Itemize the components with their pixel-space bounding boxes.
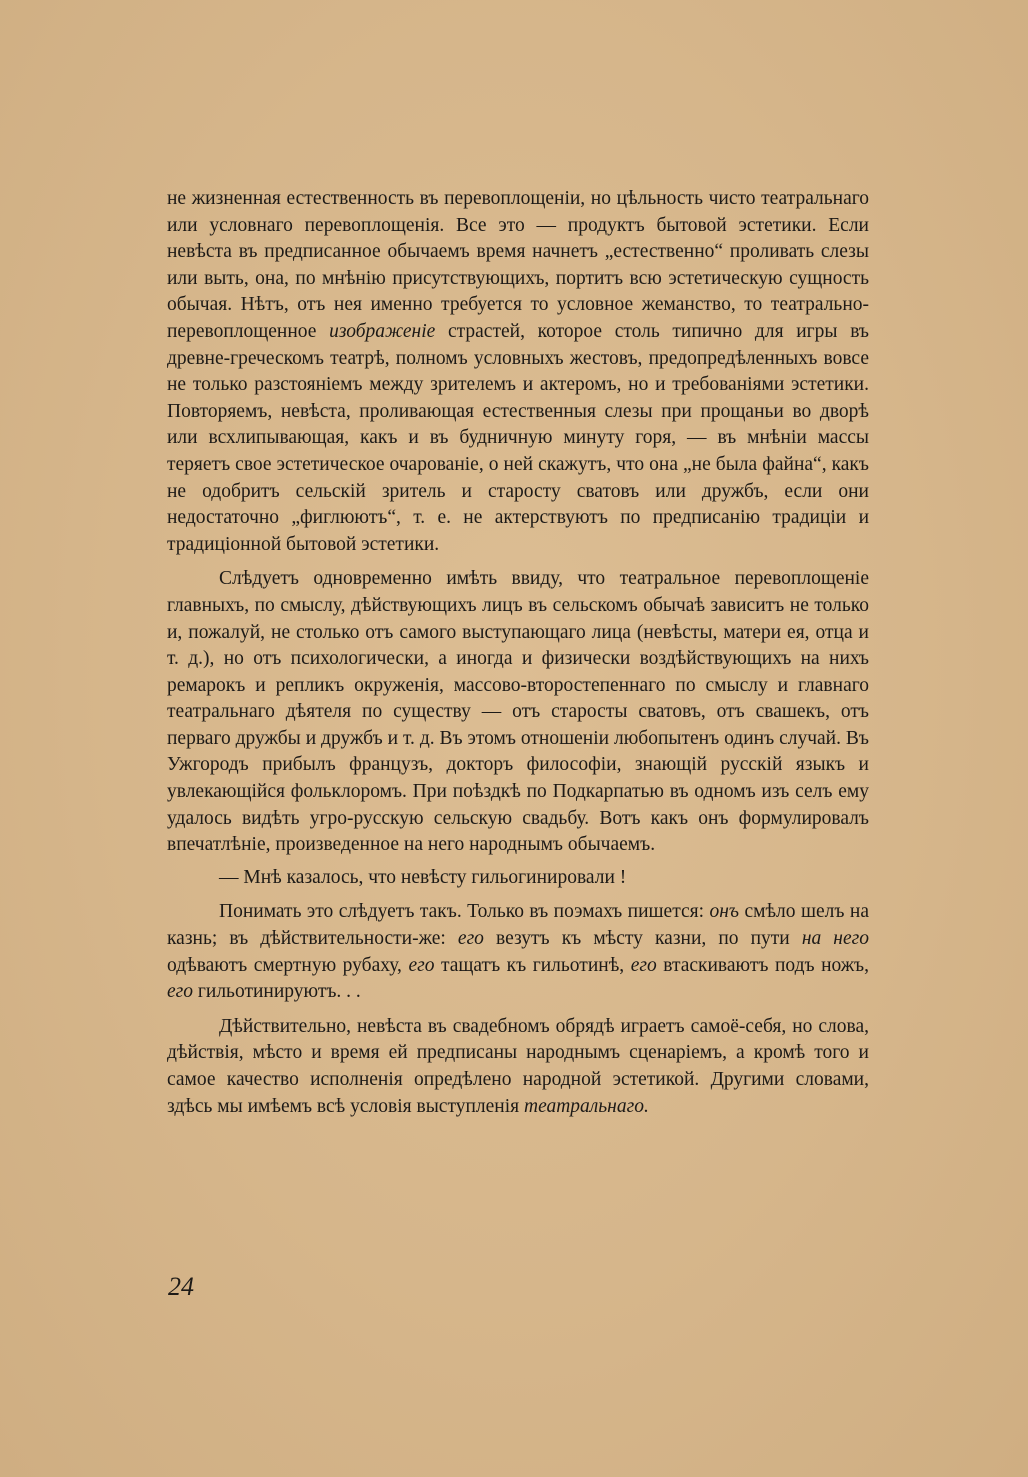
text-segment: не жизненная естественность въ перевоплощенiи, но цѣльность чисто театральнаго или условнаго перевоплощенiя. Все это — продуктъ бытовой эстетики. Если невѣста въ предписанное обычаемъ время начнетъ „естественно“ проливать слезы или выть, она, по мнѣнiю присутствующихъ, портитъ всю эстетическую сущность обычая. Нѣтъ, отъ нея именно требуется то условное жеманство, то театрально-перевоплощенное bbox=[167, 188, 869, 342]
page-number: 24 bbox=[168, 1272, 194, 1301]
paragraph-4 bbox=[167, 899, 869, 1005]
paragraph-2 bbox=[167, 566, 869, 859]
italic-text-segment: его bbox=[408, 954, 435, 976]
text-segment: втаскиваютъ подъ ножъ, bbox=[656, 954, 869, 976]
text-segment: одѣваютъ смертную рубаху, bbox=[167, 954, 409, 976]
text-segment: Дѣйствительно, невѣста въ свадебномъ обрядѣ играетъ самоё-себя, но слова, дѣйствiя, мѣсто и время ей предписаны народнымъ сценарiемъ, а кромѣ того и самое качество исполненiя опредѣлено народной эстетикой. Другими словами, здѣсь мы имѣемъ всѣ условiя выступленiя bbox=[167, 1015, 869, 1117]
italic-text-segment: онъ bbox=[709, 901, 740, 923]
italic-text-segment: его bbox=[630, 954, 657, 976]
text-segment: тащатъ къ гильотинѣ, bbox=[434, 954, 631, 976]
text-segment: Слѣдуетъ одновременно имѣть ввиду, что театральное перевоплощенiе главныхъ, по смыслу, дѣйствующихъ лицъ въ сельскомъ обычаѣ зависитъ не только и, пожалуй, не столько отъ самого выступающаго лица (невѣсты, матери ея, отца и т. д.), но отъ психологически, а иногда и физически воздѣйствующихъ на нихъ ремарокъ и репликъ окруженiя, массово-второстепеннаго по смыслу и главнаго театральнаго дѣятеля по существу — отъ старосты сватовъ, отъ свашекъ, отъ перваго дружбы и дружбъ и т. д. Въ этомъ отношенiи любопытенъ одинъ случай. Въ Ужгородъ прибылъ французъ, докторъ философiи, знающiй русскiй языкъ и увлекающiйся фольклоромъ. При поѣздкѣ по Подкарпатью въ одномъ изъ селъ ему удалось видѣть угро-русскую сельскую свадьбу. Вотъ какъ онъ формулировалъ впечатлѣнiе, произведенное на него народнымъ обычаемъ. bbox=[167, 568, 869, 856]
text-segment: гильотинируютъ. . . bbox=[193, 981, 361, 1003]
text-segment: везутъ къ мѣсту казни, по пути bbox=[483, 928, 802, 950]
body-text bbox=[167, 186, 869, 1120]
paragraph-3 bbox=[167, 865, 869, 892]
italic-text-segment: на него bbox=[801, 928, 869, 950]
italic-text-segment: изображенiе bbox=[329, 320, 436, 342]
italic-text-segment: театральнаго. bbox=[523, 1095, 649, 1117]
text-segment: смѣло шелъ на казнь; въ дѣйствительности-же: bbox=[167, 901, 870, 950]
paragraph-5 bbox=[167, 1014, 869, 1120]
text-segment: — Мнѣ казалось, что невѣсту гильогинировали ! bbox=[219, 866, 627, 888]
italic-text-segment: его bbox=[457, 928, 484, 950]
text-segment: Понимать это слѣдуетъ такъ. Только въ поэмахъ пишется: bbox=[219, 901, 710, 923]
italic-text-segment: его bbox=[167, 981, 194, 1003]
paragraph-1 bbox=[167, 186, 869, 558]
text-segment: страстей, которое столь типично для игры въ древне-греческомъ театрѣ, полномъ условныхъ жестовъ, предопредѣленныхъ вовсе не только разстоянiемъ между зрителемъ и актеромъ, но и требованiями эстетики. Повторяемъ, невѣста, проливающая естественныя слезы при прощаньи во дворѣ или всхлипывающая, какъ и въ будничную минуту горя, — въ мнѣнiи массы теряетъ свое эстетическое очарованiе, о ней скажутъ, что она „не была файна“, какъ не одобритъ сельскiй зритель и старосту сватовъ или дружбъ, если они недостаточно „фиглюютъ“, т. е. не актерствуютъ по предписанiю традицiи и традицiонной бытовой эстетики. bbox=[167, 320, 869, 555]
